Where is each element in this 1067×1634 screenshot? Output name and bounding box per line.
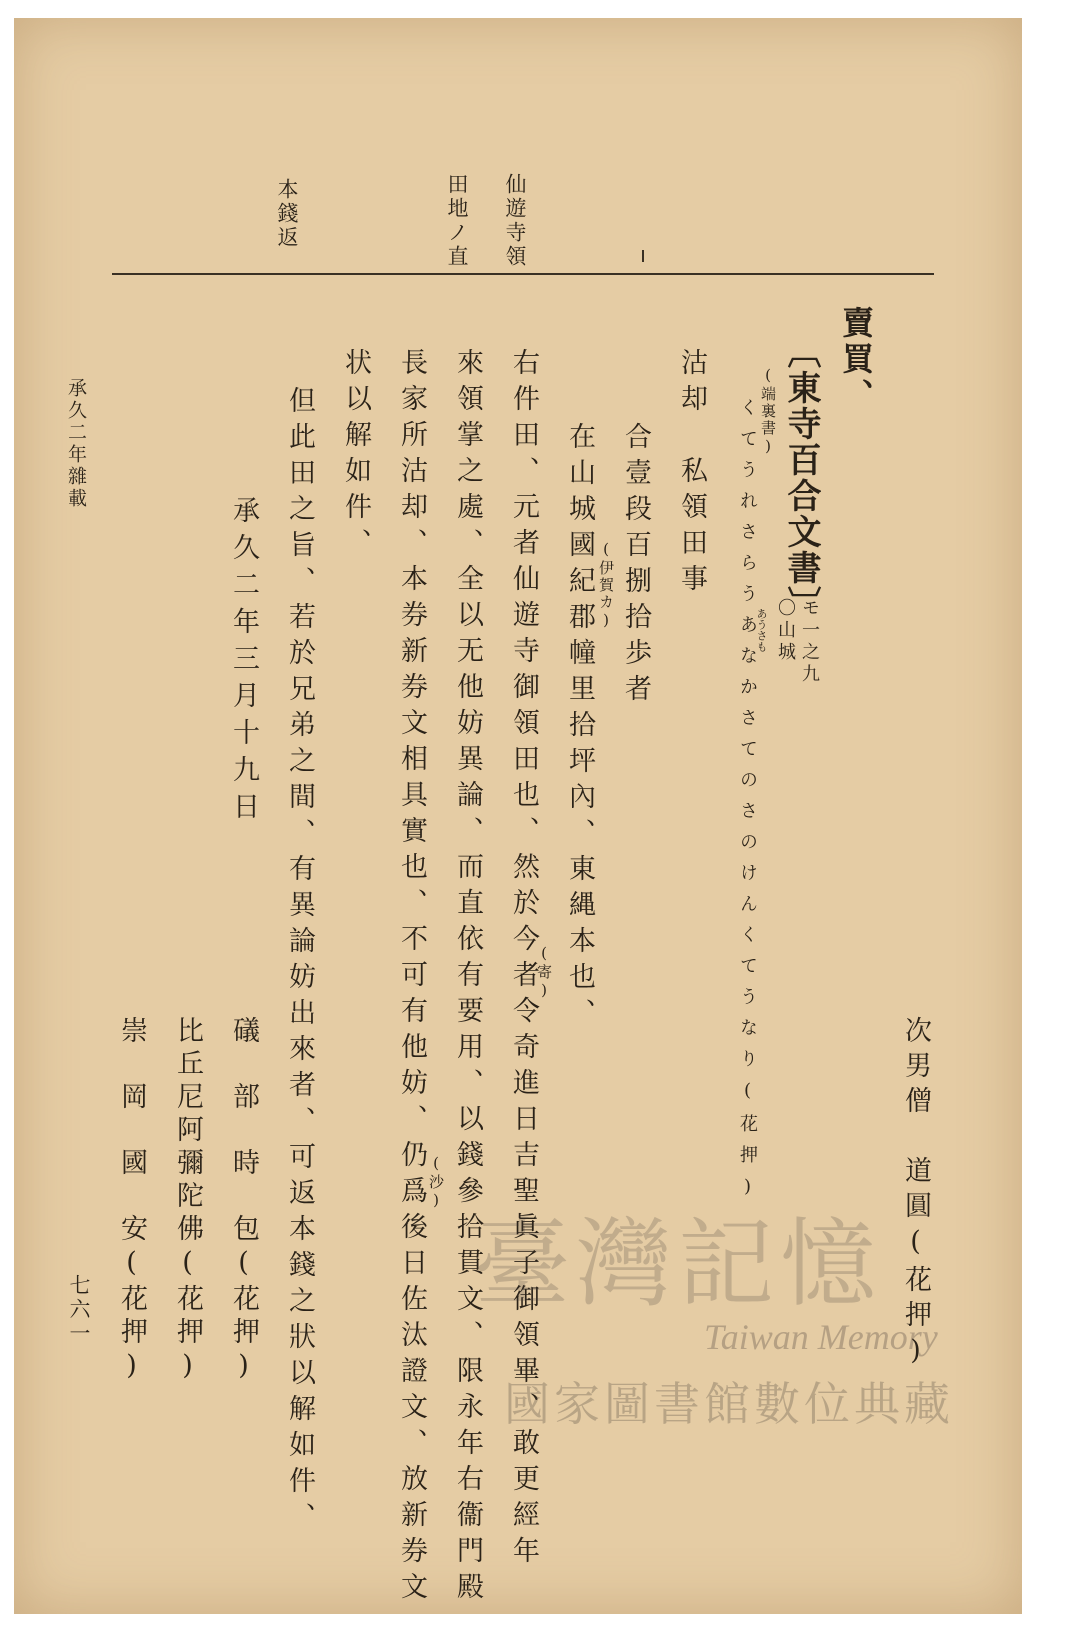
endorsement-text: くてうれさらうあなかさてのさのけんくてうなり(花押) — [737, 398, 758, 1210]
watermark-library: 國家圖書館數位典藏 — [504, 1377, 954, 1431]
running-header: 承久二年雜載 — [65, 378, 87, 510]
endorsement-ruby: あうさも — [755, 608, 768, 652]
source-code: モ一之九 — [799, 598, 820, 686]
body-line: 合壹段百捌拾歩者 — [620, 386, 651, 710]
body-line: 状以解如件、 — [340, 348, 371, 564]
horizontal-rule — [112, 273, 934, 275]
endorsement-label: (端裏書) — [759, 366, 777, 457]
annotation-iga: (伊賀カ) — [597, 540, 615, 631]
body-line: 在山城國紀郡幢里拾坪內、東縄本也、 — [564, 386, 595, 1034]
body-line: 右件田、元者仙遊寺御領田也、然於今者令奇進日吉聖眞子御領畢、敢更經年 — [508, 348, 539, 1572]
signature: 比丘尼阿彌陀佛(花押) — [172, 1016, 203, 1387]
signature: 礒 部 時 包(花押) — [228, 1016, 259, 1387]
page-number: 七六一 — [67, 1274, 91, 1346]
signature: 崇 岡 國 安(花押) — [116, 1016, 147, 1387]
body-line: 但此田之旨、若於兄弟之間、有異論妨出來者、可返本錢之狀以解如件、 — [284, 386, 315, 1538]
source-title: 〔東寺百合文書〕 — [781, 334, 821, 622]
signature: 次男僧 道圓(花押) — [900, 1016, 931, 1374]
margin-note: 田地ノ直 — [445, 173, 469, 269]
source-region: 〇山城 — [775, 598, 796, 664]
body-line: 長家所沽却、本券新券文相具實也、不可有他妨、仍爲後日佐汰證文、放新券文 — [396, 348, 427, 1608]
document-date: 承久二年三月十九日 — [228, 496, 259, 829]
watermark-logo-text: 臺灣記憶 — [474, 1208, 882, 1320]
body-line: 沽却 私領田事 — [676, 348, 707, 600]
body-line: 來領掌之處、全以无他妨異論、而直依有要用、以錢參拾貫文、限永年右衞門殿 — [452, 348, 483, 1608]
annotation-sa: (沙) — [427, 1154, 445, 1211]
margin-tick — [642, 250, 644, 262]
watermark-english: Taiwan Memory — [704, 1317, 938, 1357]
section-heading: 賣買、 — [837, 306, 875, 414]
document-page — [14, 18, 1022, 1614]
margin-note: 本錢返 — [275, 178, 299, 250]
margin-note: 仙遊寺領 — [503, 173, 527, 269]
annotation-ki: (寄) — [535, 944, 553, 1001]
